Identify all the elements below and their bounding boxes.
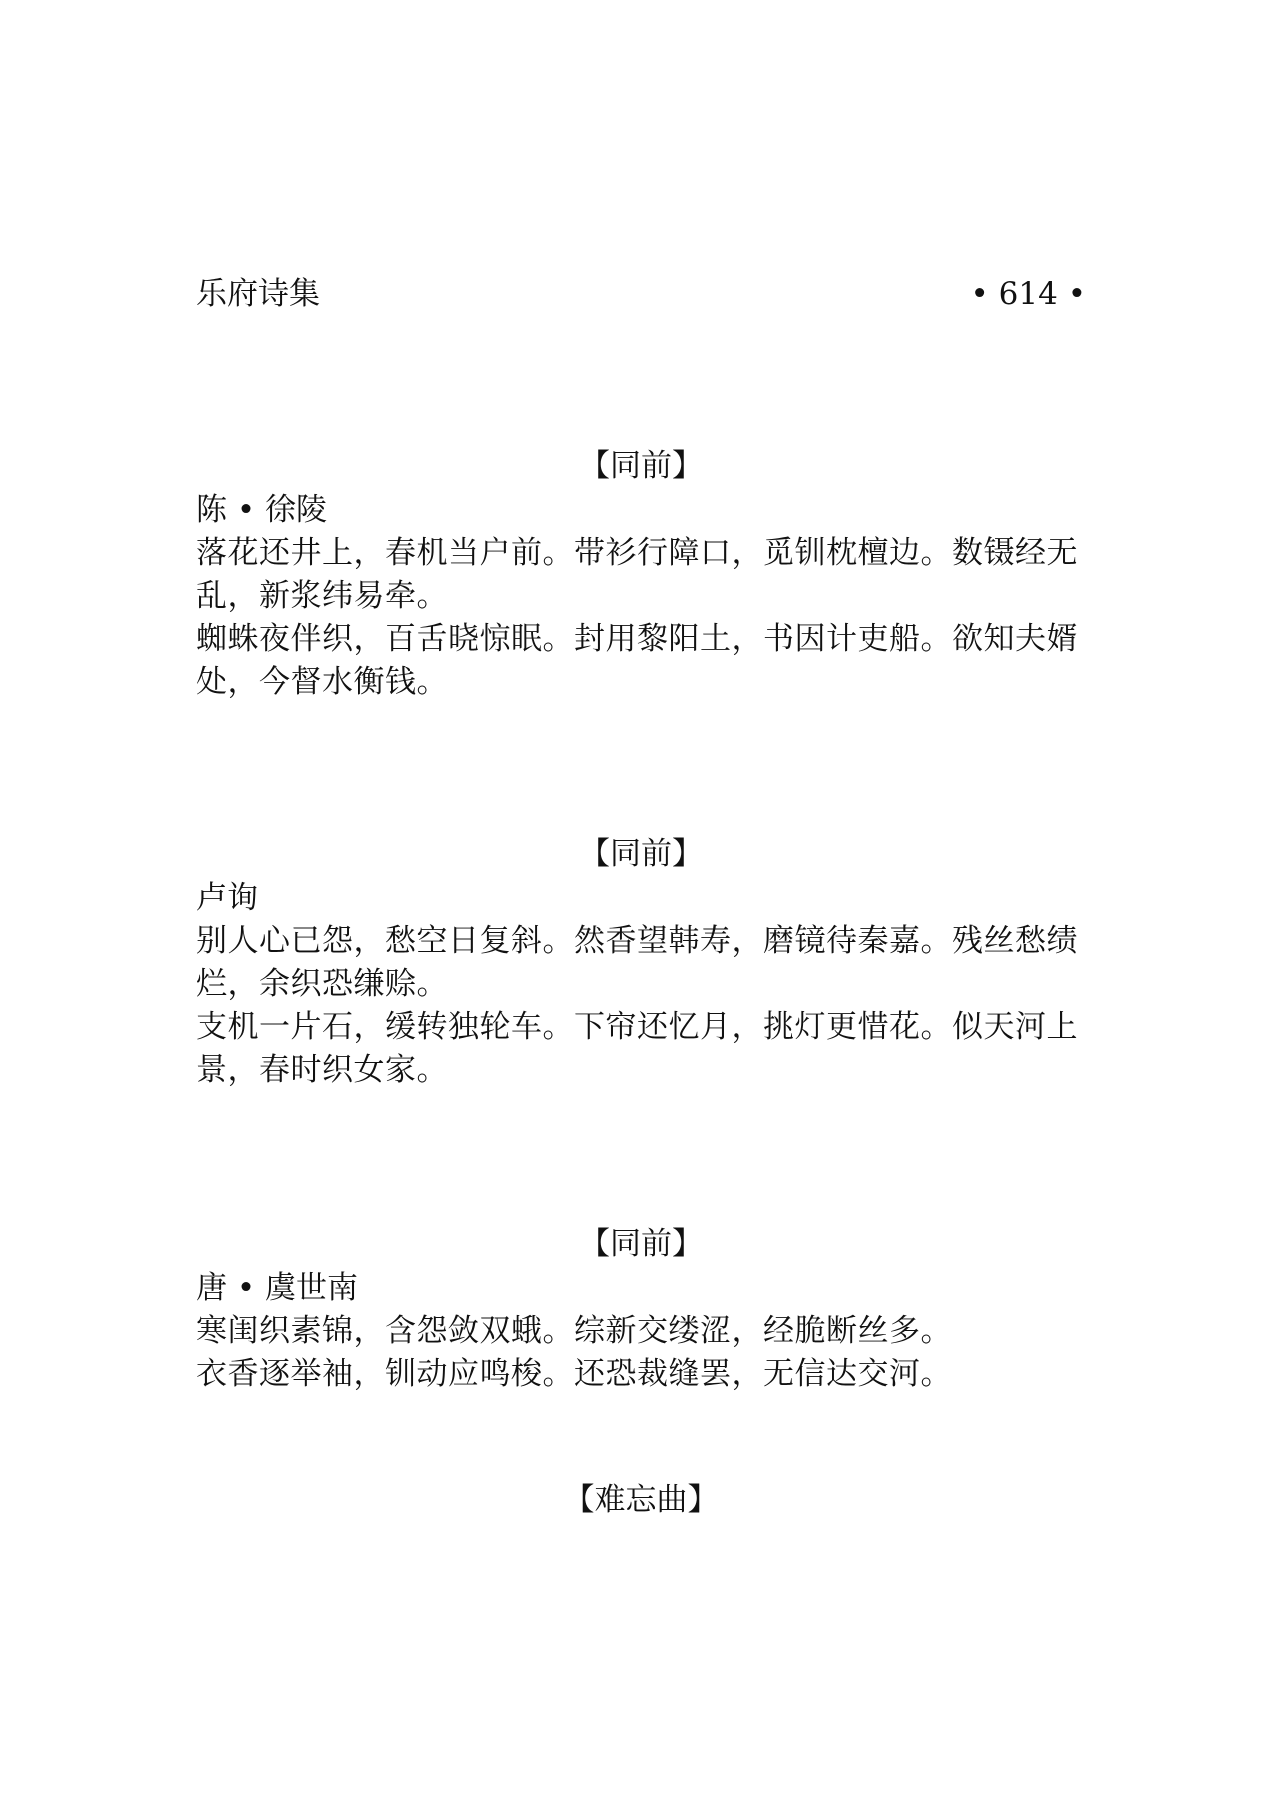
poem-section xyxy=(196,444,1086,704)
poem-stanza: 衣香逐举袖，钏动应鸣梭。还恐裁缝罢，无信达交河。 xyxy=(196,1356,952,1392)
poem-stanza: 落花还井上，春机当户前。带衫行障口，觅钏枕檀边。数镊经无乱，新浆纬易牵。 xyxy=(196,535,1078,614)
poem-section xyxy=(196,1478,1086,1522)
poem-author: 卢询 xyxy=(196,880,258,916)
poem-author: 唐 • 虞世南 xyxy=(196,1270,358,1306)
page-number: • 614 • xyxy=(970,276,1086,312)
poem-stanza: 别人心已怨，愁空日复斜。然香望韩寿，磨镜待秦嘉。残丝愁绩烂，余织恐缣赊。 xyxy=(196,923,1078,1002)
poem-section xyxy=(196,832,1086,1092)
poem-title: 【同前】 xyxy=(579,1226,703,1262)
poem-title: 【同前】 xyxy=(579,836,703,872)
poem-stanza: 寒闺织素锦，含怨敛双蛾。综新交缕涩，经脆断丝多。 xyxy=(196,1313,952,1349)
page-header xyxy=(196,270,1086,318)
poem-title: 【难忘曲】 xyxy=(563,1482,719,1518)
book-title: 乐府诗集 xyxy=(196,276,320,312)
poem-stanza: 支机一片石，缓转独轮车。下帘还忆月，挑灯更惜花。似天河上景，春时织女家。 xyxy=(196,1009,1078,1088)
poem-title: 【同前】 xyxy=(579,448,703,484)
poem-section xyxy=(196,1222,1086,1396)
poem-stanza: 蜘蛛夜伴织，百舌晓惊眠。封用黎阳土，书因计吏船。欲知夫婿处，今督水衡钱。 xyxy=(196,621,1078,700)
poem-author: 陈 • 徐陵 xyxy=(196,492,327,528)
